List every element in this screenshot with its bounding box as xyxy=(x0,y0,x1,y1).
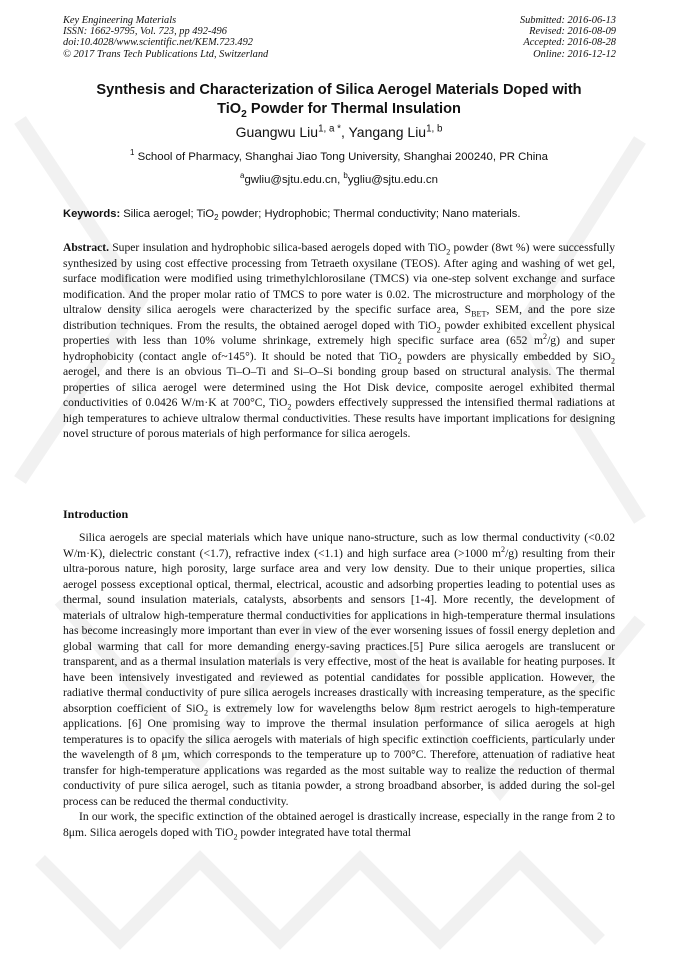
abstract-label: Abstract. xyxy=(63,241,110,254)
issn-line: ISSN: 1662-9795, Vol. 723, pp 492-496 xyxy=(63,26,227,38)
title-line-1: Synthesis and Characterization of Silica Aerogel Materials Doped with xyxy=(96,82,582,98)
journal-info xyxy=(63,15,268,60)
author-1: Guangwu Liu xyxy=(235,124,319,140)
paper-title: Synthesis and Characterization of Silica Aerogel Materials Doped with TiO$_2$ Powder for Thermal Insulation xyxy=(96,82,582,120)
keywords-label: Keywords: xyxy=(63,208,121,220)
intro-paragraph-2: In our work, the specific extinction of the obtained aerogel is drastically increase, especially in the range from 2 to 8μm. Silica aerogels doped with TiO$_2$ powder integrated have total thermal xyxy=(63,810,615,841)
author-emails: $^a$gwliu@sjtu.edu.cn, $^b$ygliu@sjtu.edu.cn xyxy=(240,171,438,186)
author-list: Guangwu Liu$^{1, a *}$, Yangang Liu$^{1, b}$ xyxy=(235,123,443,140)
accepted-date: Accepted: 2016-08-28 xyxy=(523,37,616,49)
email-b[interactable]: ygliu@sjtu.edu.cn xyxy=(347,174,438,186)
affiliation: $^1$ School of Pharmacy, Shanghai Jiao Tong University, Shanghai 200240, PR China xyxy=(130,148,548,163)
introduction-heading: Introduction xyxy=(63,507,129,521)
email-a[interactable]: gwliu@sjtu.edu.cn, xyxy=(244,174,344,186)
introduction-body xyxy=(63,530,615,840)
revised-date: Revised: 2016-08-09 xyxy=(529,26,616,38)
abstract: Abstract. Super insulation and hydrophobic silica-based aerogels doped with TiO$_2$ powder (8wt %) were successfully synthesized by using cost effective processing from Tetraeth oxysilane (TEOS). After aging and washing of wet gel, surface modification were modified using trimethylchlorosilane (TMCS) via one-step solvent exchange and surface modification. And the proper molar ratio of TMCS to pore water is 0.02. The microstructure and morphology of the ultralow density silica aerogels were characterized by the specific surface area, $S_{BET}$, SEM, and the pore size distribution techniques. From the results, the obtained aerogel doped with TiO$_2$ powder exhibited excellent physical properties with less than 10% volume shrinkage, extremely high specific surface area (652 $m^2/g$) and super hydrophobicity (contact angle of~145°). It should be noted that TiO$_2$ powders are physically embedded by SiO$_2$ aerogel, and there is an obvious Ti–O–Ti and Si–O–Si bonding group based on structural analysis. The thermal properties of silica aerogel were determined using the Hot Disk device, composite aerogel exhibited thermal conductivities of 0.0426 W/m·K at 700°C, TiO$_2$ powders effectively suppressed the intensified thermal radiations at high temperatures to achieve ultralow thermal conductivities. These results have important implications for designing novel structure of porous materials of high performance for silica aerogels. xyxy=(63,241,616,440)
online-date: Online: 2016-12-12 xyxy=(533,48,616,60)
submission-dates xyxy=(520,15,616,60)
copyright-line: © 2017 Trans Tech Publications Ltd, Switzerland xyxy=(63,48,269,60)
intro-paragraph-1: Silica aerogels are special materials which have unique nano-structure, such as low thermal conductivity (<0.02 W/m·K), dielectric constant (<1.7), refractive index (<1.1) and high surface area (>1000 $m^2/g$) resulting from their ultra-porous nature, high porosity, large surface area and very low density. Due to their unique properties, silica aerogel possess exceptional optical, thermal, electrical, acoustic and adsorbing properties leading to potential uses as thermal, sound insulation materials, catalysts, absorbents and sensors [1-4]. More recently, the development of materials of ultralow high-temperature thermal conductivities for applications in high-temperature thermal insulations has become increasingly more important than ever in view of the ever worsening issues of fossil energy depletion and global warming that call for more demanding energy-saving practices.[5] Pure silica aerogels are translucent or transparent, and as a thermal insulation materials is very effective, most of the heat is available for heating purposes. It have been intensively investigated and reviewed as potential candidates for possible application. However, the radiative thermal conductivity of pure silica aerogels increases drastically with increasing temperature, as the specific absorption coefficient of SiO$_2$ is extremely low for wavelengths below 8μm restrict aerogels to high-temperature applications. [6] One promising way to improve the thermal insulation performance of silica aerogels at high temperatures is to opacify the silica aerogels with materials of high specific extinction coefficients, particularly under the wavelength of 8 μm, which corresponds to the temperature up to 700°C. Therefore, attenuation of radiative heat transfer for high-temperature applications was regarded as the most suitable way to realize the reduction of thermal conductivity of pure silica aerogel, such as titania powder, a strong broadband absorber, is added during the sol-gel process can be reduced the thermal conductivity. xyxy=(63,531,615,808)
journal-name: Key Engineering Materials xyxy=(63,15,177,26)
keywords: Keywords: Silica aerogel; TiO$_2$ powder; Hydrophobic; Thermal conductivity; Nano materials. xyxy=(63,208,521,223)
submitted-date: Submitted: 2016-06-13 xyxy=(519,15,616,26)
author-2: Yangang Liu xyxy=(348,124,427,140)
doi-line: doi:10.4028/www.scientific.net/KEM.723.492 xyxy=(63,37,253,49)
